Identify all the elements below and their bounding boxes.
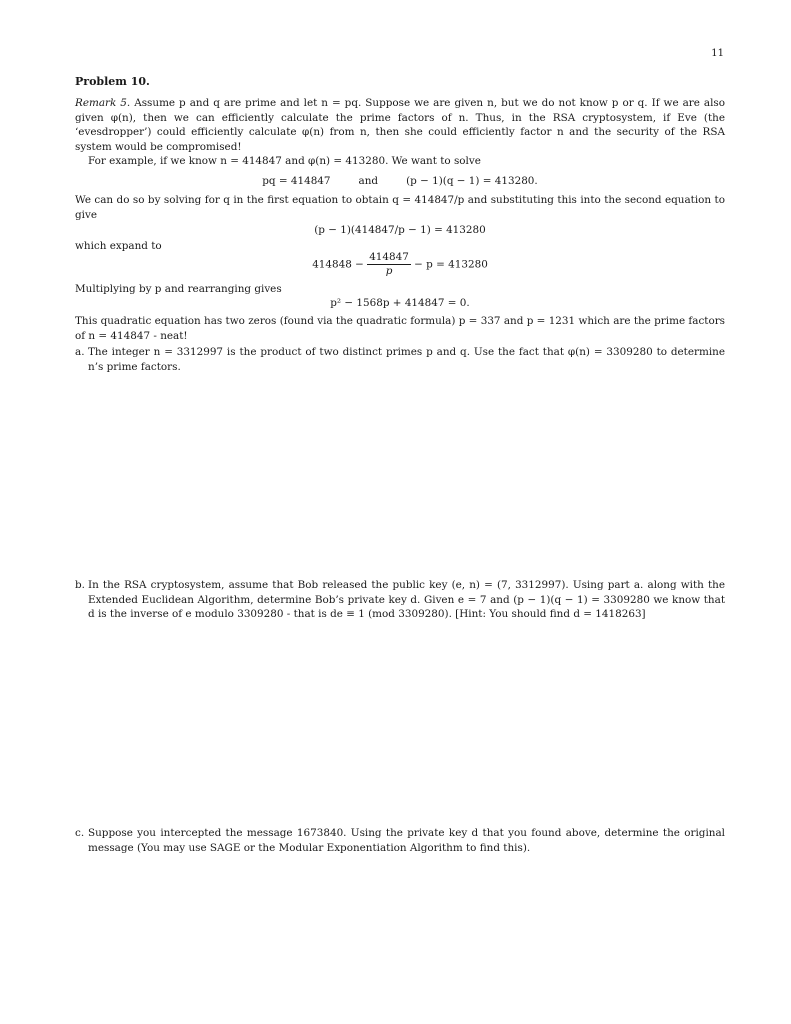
part-a-label: a. [75, 346, 85, 358]
part-c [75, 826, 725, 855]
part-a-text: The integer n = 3312997 is the product of two distinct primes p and q. Use the fact that φ(n) = 3309280 to determine n’s prime factors. [88, 346, 725, 373]
equation-expanded-right: − p = 413280 [414, 258, 488, 271]
equation-phi: (p − 1)(q − 1) = 413280. [406, 175, 538, 187]
equation-quadratic: p² − 1568p + 414847 = 0. [330, 297, 470, 309]
part-b [75, 578, 725, 622]
fraction-denominator: p [385, 265, 393, 277]
page-number: 11 [711, 48, 724, 59]
equation-and: and [358, 175, 379, 187]
part-a [75, 345, 725, 374]
remark-text: Assume p and q are prime and let n = pq. Suppose we are given n, but we do not know p or q. If we are also given φ(n), then we can efficiently calculate the prime factors of n. Thus, in the RSA cryptosystem, if Eve (the ‘evesdropper’) could efficiently calculate φ(n) from n, then she could efficiently factor n and the security of the RSA system would be compromised! [75, 97, 725, 153]
equation-expanded [75, 251, 725, 278]
substitution-paragraph: We can do so by solving for q in the first equation to obtain q = 414847/p and substituting this into the second equation to give [75, 194, 725, 221]
example-intro: For example, if we know n = 414847 and φ(n) = 413280. We want to solve [88, 155, 481, 167]
part-c-label: c. [75, 827, 85, 839]
equation-substituted: (p − 1)(414847/p − 1) = 413280 [314, 224, 486, 236]
part-b-text: In the RSA cryptosystem, assume that Bob released the public key (e, n) = (7, 3312997). Using part a. along with the Extended Euclidean Algorithm, determine Bob’s private key d. Given e = 7 and (p − 1)(q − 1) = 3309280 we know that d is the inverse of e modulo 3309280 - that is de ≡ 1 (mod 3309280). [Hint: You should find d = 1418263] [88, 579, 725, 620]
multiply-text: Multiplying by p and rearranging gives [75, 283, 282, 295]
fraction-numerator: 414847 [369, 251, 409, 263]
remark-paragraph [75, 96, 725, 154]
expand-text: which expand to [75, 240, 162, 252]
part-c-text: Suppose you intercepted the message 1673840. Using the private key d that you found above, determine the original message (You may use SAGE or the Modular Exponentiation Algorithm to find this). [88, 827, 725, 854]
equation-expanded-left: 414848 − [312, 258, 364, 271]
problem-title: Problem 10. [75, 75, 150, 88]
part-b-label: b. [75, 579, 85, 591]
fraction [367, 251, 411, 278]
remark-label: Remark 5. [75, 97, 131, 109]
equation-system [75, 174, 725, 189]
equation-pq: pq = 414847 [262, 175, 331, 187]
conclusion-paragraph: This quadratic equation has two zeros (found via the quadratic formula) p = 337 and p = 1231 which are the prime factors of n = 414847 - neat! [75, 315, 725, 342]
